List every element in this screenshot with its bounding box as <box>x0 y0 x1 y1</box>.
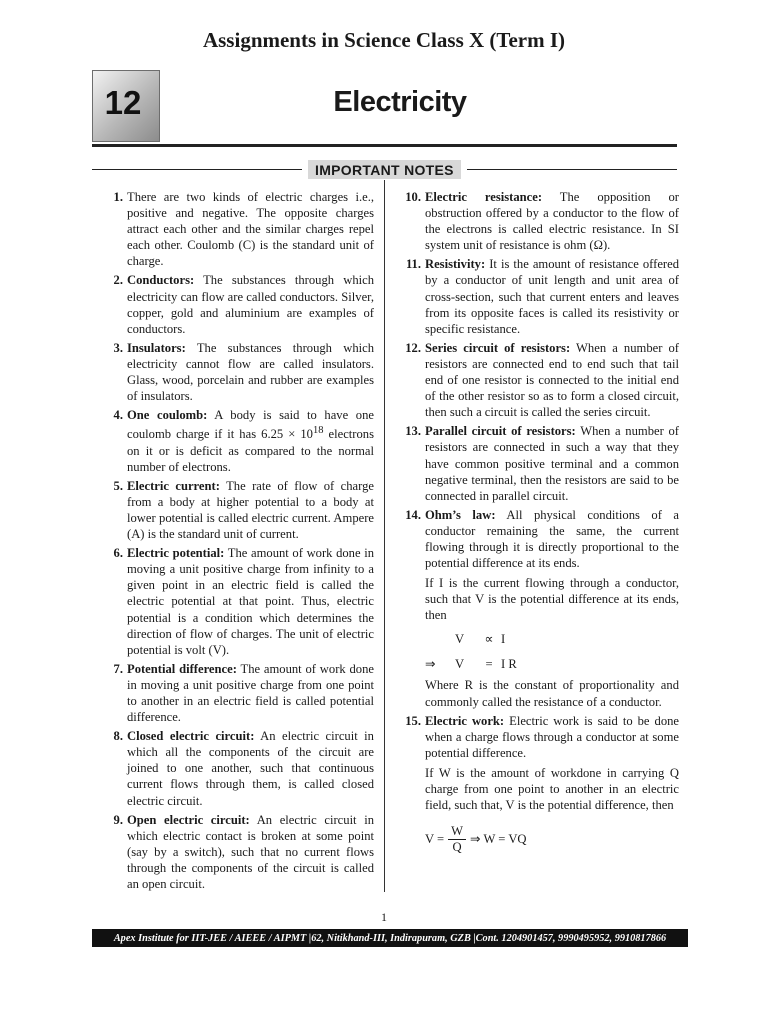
formula-rhs: I <box>501 631 506 646</box>
note-number: 7. <box>113 661 123 676</box>
note-number: 11. <box>405 257 421 272</box>
note-number: 2. <box>113 273 123 288</box>
note-item <box>398 189 679 253</box>
note-text: Electric work is said to be done when a charge flows through a conductor at some potential difference. <box>425 713 680 760</box>
note-number: 3. <box>113 340 123 355</box>
formula-lhs: V = <box>425 832 445 847</box>
formula-rhs: ⇒ W = VQ <box>470 832 527 847</box>
note-number: 5. <box>113 478 123 493</box>
note-text: A body is said to have one coulomb charge if it has 6.25 × 10 <box>127 408 374 442</box>
page-number: 1 <box>381 910 387 924</box>
note-number: 9. <box>113 812 123 827</box>
note-text: The amount of work done in moving a unit positive charge from one point to another in an electric field is called potential difference. <box>127 661 374 725</box>
notes-left-column <box>100 189 374 895</box>
footer-banner <box>92 929 688 947</box>
footer-text: Apex Institute for IIT-JEE / AIEEE / AIPMT |62, Nitikhand-III, Indirapuram, GZB |Cont. 1204901457, 9990495952, 9910817866 <box>113 932 667 944</box>
note-item <box>100 545 374 658</box>
note-item <box>100 407 374 475</box>
note-superscript: 18 <box>312 425 324 437</box>
work-formula <box>425 821 679 857</box>
note-text: When a number of resistors are connected in such a way that they have common positive terminal and a common negative terminal, then the resistors are said to be connected in parallel circuit. <box>425 424 679 503</box>
note-item <box>398 507 679 710</box>
note-text: The substances through which electricity can flow are called conductors. Silver, copper, gold and aluminium are examples of conductors. <box>127 273 374 336</box>
note-number: 14. <box>405 507 421 522</box>
note-text: The substances through which electricity cannot flow are called insulators. Glass, wood, porcelain and rubber are examples of insulators. <box>127 340 375 404</box>
section-label-wrap <box>302 160 467 180</box>
note-item <box>100 812 374 892</box>
note-item <box>398 256 679 336</box>
header-rule <box>92 144 677 147</box>
proportional-symbol: ∝ <box>484 631 494 646</box>
note-item <box>398 423 679 503</box>
equals-symbol: = <box>485 656 493 671</box>
note-item <box>398 340 679 420</box>
formula-rhs: I R <box>501 656 517 671</box>
note-number: 13. <box>405 424 421 439</box>
formula-lhs: V <box>455 631 465 646</box>
fraction-numerator: W <box>448 824 466 840</box>
note-number: 1. <box>113 190 123 204</box>
note-term: Electric potential: <box>127 546 225 561</box>
note-text: All physical conditions of a conductor remaining the same, the current flowing through it is directly proportional to the potential difference at its ends. <box>425 507 679 571</box>
note-text: There are two kinds of electric charges i.e., positive and negative. The opposite charges attract each other and the similar charges repel each other. Coulomb (C) is the standard unit of charge. <box>127 190 374 269</box>
formula-lhs: V <box>455 656 465 671</box>
ohm-paragraph: Where R is the constant of proportionality and commonly called the resistance of a conductor. <box>425 678 679 709</box>
work-paragraph: If W is the amount of workdone in carrying Q charge from one point to another in an electric field, such that, V is the potential difference, then <box>425 765 679 813</box>
ohm-formula-equation <box>425 654 679 673</box>
note-text: The amount of work done in moving a unit positive charge from infinity to a given point in an electric field is called the electric potential at that point. Thus, electric potential is a condition which determines the direction of flow of charges. The unit of electric potential is volt (V). <box>127 546 375 657</box>
fraction <box>448 824 466 855</box>
chapter-title: Electricity <box>333 86 467 118</box>
note-term: Electric resistance: <box>425 190 543 204</box>
note-term: Electric current: <box>127 478 220 493</box>
note-term: Potential difference: <box>127 661 237 676</box>
note-item <box>100 189 374 269</box>
note-term: Open electric circuit: <box>127 812 250 827</box>
note-term: Parallel circuit of resistors: <box>425 424 576 439</box>
note-text: An electric circuit in which all the components of the circuit are joined to one another, such that continuous current flows through them, is called closed electric circuit. <box>127 729 374 808</box>
note-term: Series circuit of resistors: <box>425 340 571 355</box>
note-term: Closed electric circuit: <box>127 729 255 744</box>
note-item <box>100 340 374 404</box>
note-text: An electric circuit in which electric contact is broken at some point (say by a switch), such that no current flows through the components of the circuit is called an open circuit. <box>127 812 374 892</box>
section-label: IMPORTANT NOTES <box>308 160 461 179</box>
book-title: Assignments in Science Class X (Term I) <box>202 28 566 52</box>
note-term: Resistivity: <box>425 257 486 272</box>
note-text: It is the amount of resistance offered by a conductor of unit length and unit area of cross-section, such that current enters and leaves from its opposite faces is called its resistivity or specific resistance. <box>425 257 679 336</box>
note-text: electrons on it or is deficit as compared to the normal number of electrons. <box>127 427 374 474</box>
note-number: 6. <box>113 546 123 561</box>
note-number: 10. <box>405 190 421 204</box>
note-term: One coulomb: <box>127 408 208 423</box>
fraction-denominator: Q <box>452 839 462 854</box>
note-term: Conductors: <box>127 273 195 288</box>
note-text: When a number of resistors are connected end to end such that tail end of one resistor is connected to the initial end of the other resistor so as to form a closed circuit, then such a circuit is called the series circuit. <box>425 340 679 420</box>
note-number: 15. <box>405 713 421 728</box>
note-item <box>100 661 374 725</box>
note-number: 4. <box>113 408 123 423</box>
implies-arrow-icon: ⇒ <box>425 656 436 671</box>
ohm-paragraph: If I is the current flowing through a conductor, such that V is the potential difference at its ends, then <box>425 576 679 623</box>
chapter-number: 12 <box>104 84 142 121</box>
note-term: Ohm’s law: <box>425 507 496 522</box>
note-text: The rate of flow of charge from a body at higher potential to a body at lower potential is called electric current. Ampere (A) is the standard unit of current. <box>127 478 374 542</box>
notes-right-column <box>398 189 679 860</box>
note-number: 8. <box>113 729 123 744</box>
note-term: Insulators: <box>127 340 186 355</box>
note-term: Electric work: <box>425 713 505 728</box>
note-number: 12. <box>405 340 421 355</box>
note-text: The opposition or obstruction offered by a conductor to the flow of the electrons is called electric resistance. In SI system unit of resistance is ohm (Ω). <box>425 190 679 253</box>
note-item <box>100 728 374 808</box>
note-item <box>100 272 374 336</box>
note-item <box>100 478 374 542</box>
ohm-formula-proportional <box>425 629 679 648</box>
note-item <box>398 713 679 858</box>
column-divider <box>384 180 385 892</box>
